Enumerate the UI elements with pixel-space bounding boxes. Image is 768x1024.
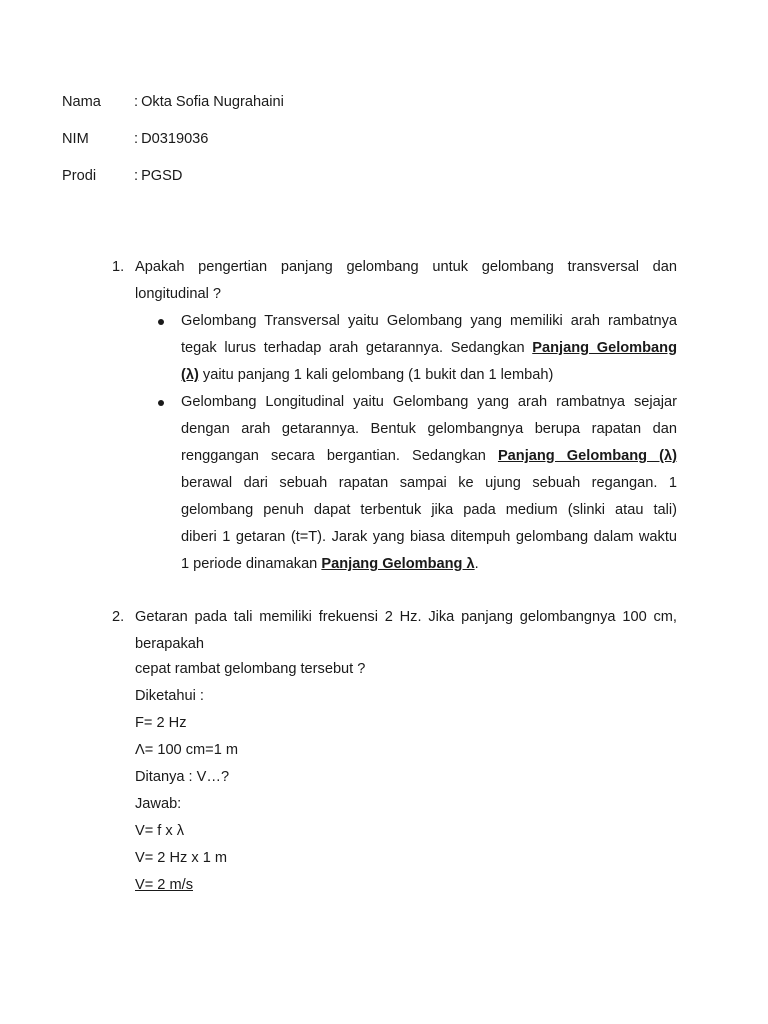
nim-value: D0319036: [141, 131, 209, 147]
colon: :: [134, 131, 139, 147]
calculation-line: V= 2 Hz x 1 m: [135, 850, 228, 866]
answer-text-part: renggangan secara bergantian. Sedangkan: [181, 448, 486, 464]
question-text: Apakah pengertian panjang gelombang untuk gelombang transversal dan: [135, 259, 677, 275]
colon: :: [134, 168, 139, 184]
info-label: NIM: [62, 131, 89, 147]
answer-text: [181, 338, 677, 358]
answer-text: [181, 554, 479, 574]
given-heading: Diketahui :: [135, 688, 204, 704]
answer-text-part: tegak lurus terhadap arah getarannya. Sedangkan: [181, 340, 525, 356]
bullet-icon: [158, 400, 164, 406]
question-number: 1.: [112, 259, 125, 275]
info-label: Prodi: [62, 168, 97, 184]
answer-text-part: 1 periode dinamakan: [181, 556, 318, 572]
answer-text: gelombang penuh dapat terbentuk jika pada medium (slinki atau tali): [181, 502, 677, 518]
answer-text: [181, 365, 553, 385]
info-label: Nama: [62, 94, 101, 110]
term-highlight: Panjang Gelombang λ: [321, 556, 475, 572]
name-value: Okta Sofia Nugrahaini: [141, 94, 284, 110]
asked-line: Ditanya : V…?: [135, 769, 230, 785]
given-wavelength: Λ= 100 cm=1 m: [135, 742, 239, 758]
info-value: [134, 92, 284, 112]
question-text: longitudinal ?: [135, 286, 222, 302]
formula-line: V= f x λ: [135, 823, 185, 839]
answer-text: [181, 446, 677, 466]
term-highlight: Panjang Gelombang (λ): [497, 448, 677, 464]
info-value: [134, 129, 208, 149]
term-highlight: (λ): [181, 367, 199, 383]
question-text: Getaran pada tali memiliki frekuensi 2 Hz. Jika panjang gelombangnya 100 cm,: [135, 609, 677, 625]
answer-heading: Jawab:: [135, 796, 182, 812]
bullet-icon: [158, 319, 164, 325]
answer-text: diberi 1 getaran (t=T). Jarak yang biasa ditempuh gelombang dalam waktu: [181, 529, 677, 545]
final-answer: V= 2 m/s: [135, 877, 193, 893]
answer-text: berawal dari sebuah rapatan sampai ke ujung sebuah regangan. 1: [181, 475, 677, 491]
colon: :: [134, 94, 139, 110]
answer-text: Gelombang Transversal yaitu Gelombang yang memiliki arah rambatnya: [181, 313, 677, 329]
question-text: berapakah: [135, 636, 204, 652]
info-value: [134, 166, 182, 186]
question-text: cepat rambat gelombang tersebut ?: [135, 661, 366, 677]
term-highlight: Panjang Gelombang: [532, 340, 677, 356]
answer-text-part: .: [474, 556, 479, 572]
answer-text-part: yaitu panjang 1 kali gelombang (1 bukit dan 1 lembah): [202, 367, 554, 383]
answer-text: Gelombang Longitudinal yaitu Gelombang yang arah rambatnya sejajar: [181, 394, 677, 410]
given-frequency: F= 2 Hz: [135, 715, 187, 731]
question-number: 2.: [112, 609, 125, 625]
prodi-value: PGSD: [141, 168, 183, 184]
answer-text: dengan arah getarannya. Bentuk gelombangnya berupa rapatan dan: [181, 421, 677, 437]
